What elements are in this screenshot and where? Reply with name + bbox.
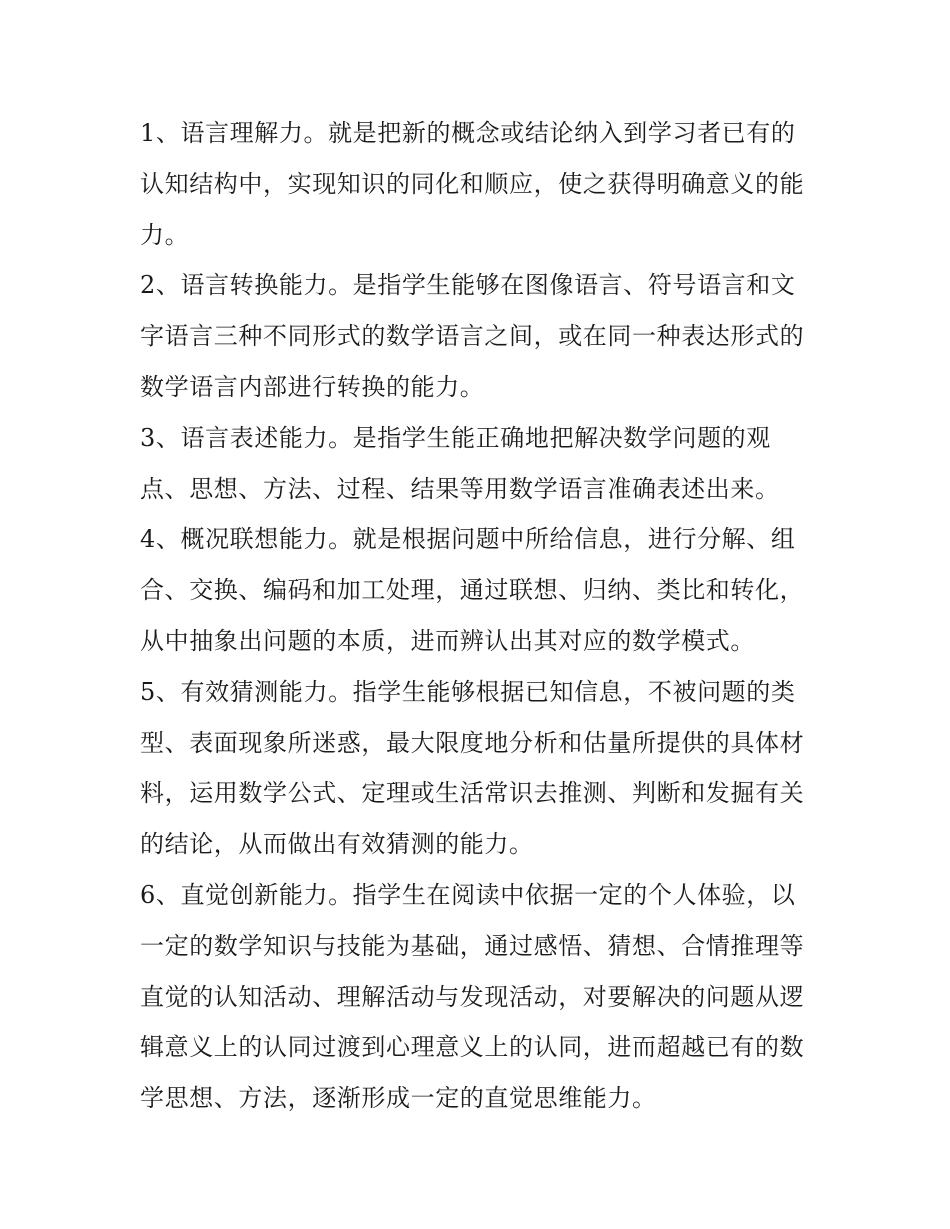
document-body <box>140 108 820 1124</box>
paragraph-language-conversion: 2、语言转换能力。是指学生能够在图像语言、符号语言和文字语言三种不同形式的数学语言之间，或在同一种表达形式的数学语言内部进行转换的能力。 <box>140 271 805 401</box>
paragraph-generalization-association: 4、概况联想能力。就是根据问题中所给信息，进行分解、组合、交换、编码和加工处理，通过联想、归纳、类比和转化，从中抽象出问题的本质，进而辨认出其对应的数学模式。 <box>140 525 805 655</box>
paragraph-language-expression: 3、语言表述能力。是指学生能正确地把解决数学问题的观点、思想、方法、过程、结果等用数学语言准确表述出来。 <box>140 423 780 503</box>
paragraph-effective-guessing: 5、有效猜测能力。指学生能够根据已知信息，不被问题的类型、表面现象所迷惑，最大限度地分析和估量所提供的具体材料，运用数学公式、定理或生活常识去推测、判断和发掘有关的结论，从而做出有效猜测的能力。 <box>140 677 805 859</box>
paragraph-intuitive-innovation: 6、直觉创新能力。指学生在阅读中依据一定的个人体验，以一定的数学知识与技能为基础，通过感悟、猜想、合情推理等直觉的认知活动、理解活动与发现活动，对要解决的问题从逻辑意义上的认同过渡到心理意义上的认同，进而超越已有的数学思想、方法，逐渐形成一定的直觉思维能力。 <box>140 880 805 1113</box>
paragraph-language-comprehension: 1、语言理解力。就是把新的概念或结论纳入到学习者已有的认知结构中，实现知识的同化和顺应，使之获得明确意义的能力。 <box>140 119 805 249</box>
